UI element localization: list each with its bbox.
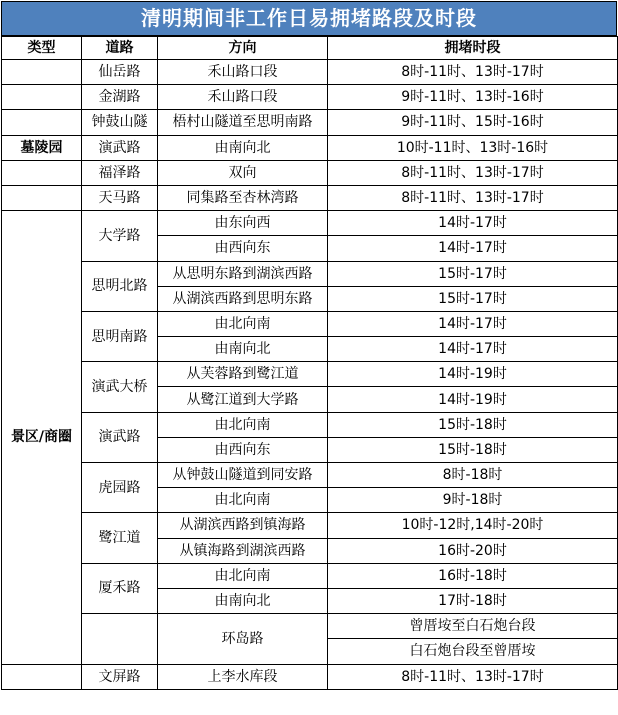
category-cell	[2, 185, 82, 210]
time-cell: 9时-18时	[328, 488, 618, 513]
header-road: 道路	[82, 37, 158, 60]
direction-cell: 从鹭江道到大学路	[158, 387, 328, 412]
category-cemetery: 墓陵园	[2, 135, 82, 160]
time-cell: 14时-19时	[328, 362, 618, 387]
category-cell	[82, 614, 158, 664]
header-time: 拥堵时段	[328, 37, 618, 60]
road-cell: 文屏路	[82, 664, 158, 689]
table-row	[2, 60, 618, 85]
direction-cell: 从镇海路到湖滨西路	[158, 538, 328, 563]
time-cell: 8时-11时、13时-17时	[328, 664, 618, 689]
table-row	[2, 211, 618, 236]
table-row	[2, 664, 618, 689]
category-scenic: 景区/商圈	[2, 211, 82, 664]
header-type: 类型	[2, 37, 82, 60]
direction-cell: 由南向北	[158, 337, 328, 362]
category-cell	[2, 60, 82, 85]
road-cell: 福泽路	[82, 160, 158, 185]
direction-cell: 由南向北	[158, 135, 328, 160]
table-row	[2, 563, 618, 588]
table-row	[2, 614, 618, 639]
road-cell: 思明北路	[82, 261, 158, 311]
time-cell: 10时-11时、13时-16时	[328, 135, 618, 160]
time-cell: 15时-18时	[328, 437, 618, 462]
direction-cell: 从湖滨西路到思明东路	[158, 286, 328, 311]
road-cell: 大学路	[82, 211, 158, 261]
direction-cell: 由西向东	[158, 437, 328, 462]
time-cell: 8时-18时	[328, 463, 618, 488]
direction-cell: 上李水库段	[158, 664, 328, 689]
time-cell: 15时-18时	[328, 412, 618, 437]
table-row	[2, 135, 618, 160]
time-cell: 14时-19时	[328, 387, 618, 412]
road-cell: 虎园路	[82, 463, 158, 513]
road-cell: 演武路	[82, 412, 158, 462]
direction-cell: 禾山路口段	[158, 85, 328, 110]
header-direction: 方向	[158, 37, 328, 60]
table-row	[2, 85, 618, 110]
traffic-table-page	[1, 1, 617, 690]
road-cell: 演武路	[82, 135, 158, 160]
category-cell	[2, 664, 82, 689]
direction-cell: 禾山路口段	[158, 60, 328, 85]
time-cell: 10时-12时,14时-20时	[328, 513, 618, 538]
time-cell: 16时-18时	[328, 563, 618, 588]
table-header-row	[2, 37, 618, 60]
congestion-table	[1, 36, 618, 690]
time-cell: 14时-17时	[328, 311, 618, 336]
table-row	[2, 160, 618, 185]
direction-cell: 由北向南	[158, 311, 328, 336]
category-cell	[2, 110, 82, 135]
table-row	[2, 412, 618, 437]
road-cell: 金湖路	[82, 85, 158, 110]
table-row	[2, 362, 618, 387]
direction-cell: 双向	[158, 160, 328, 185]
table-row	[2, 110, 618, 135]
table-row	[2, 513, 618, 538]
time-cell: 15时-17时	[328, 261, 618, 286]
table-row	[2, 185, 618, 210]
time-cell: 16时-20时	[328, 538, 618, 563]
road-cell: 厦禾路	[82, 563, 158, 613]
direction-cell: 由北向南	[158, 412, 328, 437]
category-cell	[2, 85, 82, 110]
time-cell: 14时-17时	[328, 211, 618, 236]
direction-cell: 同集路至杏林湾路	[158, 185, 328, 210]
table-row	[2, 311, 618, 336]
road-cell: 钟鼓山隧	[82, 110, 158, 135]
time-cell: 8时-11时、13时-17时	[328, 160, 618, 185]
direction-cell: 从钟鼓山隧道到同安路	[158, 463, 328, 488]
direction-cell: 由西向东	[158, 236, 328, 261]
time-cell: 8时-11时、13时-17时	[328, 185, 618, 210]
road-cell: 天马路	[82, 185, 158, 210]
direction-cell: 从思明东路到湖滨西路	[158, 261, 328, 286]
time-cell: 9时-11时、15时-16时	[328, 110, 618, 135]
category-cell	[2, 160, 82, 185]
page-title: 清明期间非工作日易拥堵路段及时段	[1, 1, 617, 36]
direction-cell: 从芙蓉路到鹭江道	[158, 362, 328, 387]
direction-cell: 由东向西	[158, 211, 328, 236]
direction-cell: 曾厝垵至白石炮台段	[328, 614, 618, 639]
time-cell: 17时-18时	[328, 588, 618, 613]
time-cell: 8时-11时、13时-17时	[328, 60, 618, 85]
time-cell: 14时-17时	[328, 236, 618, 261]
direction-cell: 从湖滨西路到镇海路	[158, 513, 328, 538]
time-cell: 9时-11时、13时-16时	[328, 85, 618, 110]
road-cell: 演武大桥	[82, 362, 158, 412]
table-row	[2, 463, 618, 488]
direction-cell: 梧村山隧道至思明南路	[158, 110, 328, 135]
road-cell: 仙岳路	[82, 60, 158, 85]
time-cell: 15时-17时	[328, 286, 618, 311]
direction-cell: 由北向南	[158, 488, 328, 513]
direction-cell: 白石炮台段至曾厝垵	[328, 639, 618, 664]
road-cell: 鹭江道	[82, 513, 158, 563]
direction-cell: 由南向北	[158, 588, 328, 613]
road-cell: 思明南路	[82, 311, 158, 361]
table-row	[2, 261, 618, 286]
time-cell: 14时-17时	[328, 337, 618, 362]
road-cell: 环岛路	[158, 614, 328, 664]
direction-cell: 由北向南	[158, 563, 328, 588]
